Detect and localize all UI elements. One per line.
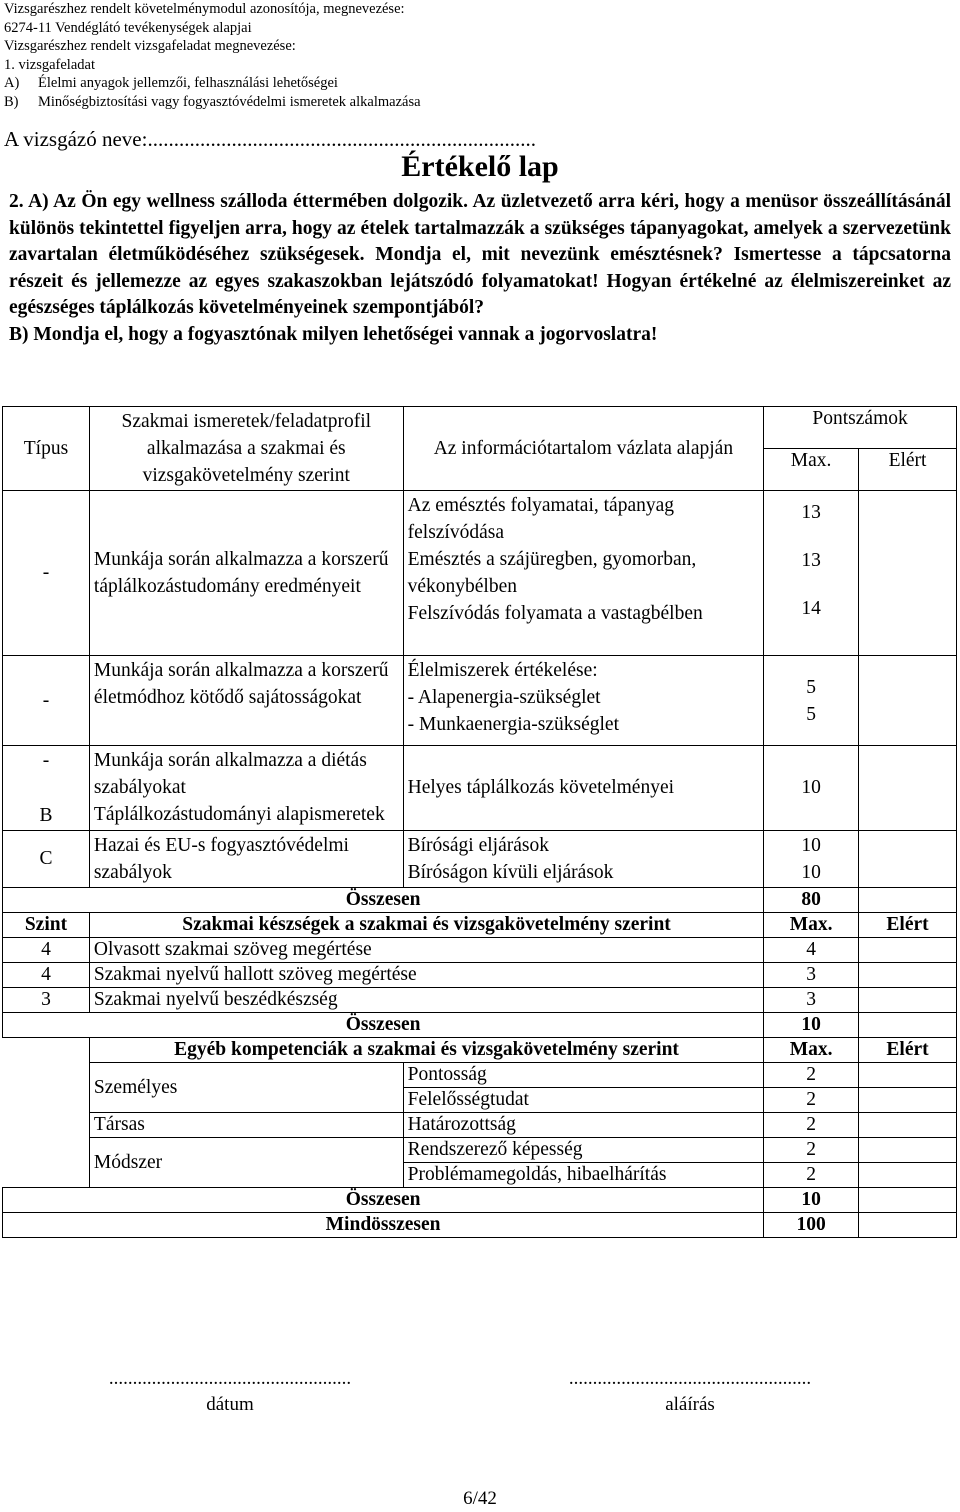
outline-item: - Munkaenergia-szükséglet bbox=[407, 714, 619, 735]
max-cell bbox=[764, 656, 859, 746]
max-value: 10 bbox=[801, 835, 821, 856]
max-cell: 3 bbox=[764, 963, 859, 988]
module-label: Vizsgarészhez rendelt követelménymodul azonosítója, megnevezése: bbox=[4, 1, 405, 17]
task-text: 2. A) Az Ön egy wellness szálloda éttermében dolgozik. Az üzletvezető arra kéri, hogy a menüsor összeállításánál különös tekintettel figyeljen arra, hogy az ételek tartalmazzák a szükséges tápanyagokat, amelyek a szervezetünk zavartalan életműködéséhez szükségesek. Mondja el, mit nevezünk emésztésnek? Ismertesse a tápcsatorna részeit és jellemezze az egyes szakaszokban lejátszódó folyamatokat! Hogyan értékelné az élelmiszereinket az egészséges táplálkozás követelményeinek szempontjából? bbox=[9, 191, 951, 319]
skill-name: Olvasott szakmai szöveg megértése bbox=[89, 938, 763, 963]
type-value: - bbox=[42, 750, 50, 771]
competence-name: Határozottság bbox=[403, 1113, 764, 1138]
skill-row bbox=[3, 988, 957, 1013]
profile-header: Szakmai ismeretek/feladatprofil alkalmazása a szakmai és vizsgakövetelmény szerint bbox=[89, 407, 403, 491]
total-row bbox=[3, 1013, 957, 1038]
total-row bbox=[3, 1188, 957, 1213]
total-label: Összesen bbox=[3, 1188, 764, 1213]
competence-group: Módszer bbox=[89, 1138, 403, 1188]
type-cell: - bbox=[3, 656, 90, 746]
level-cell: 4 bbox=[3, 963, 90, 988]
level-header: Szint bbox=[3, 913, 90, 938]
max-header: Max. bbox=[764, 449, 859, 491]
skills-header-row bbox=[3, 913, 957, 938]
outline-cell bbox=[403, 656, 764, 746]
profile-cell bbox=[89, 746, 403, 831]
outline-item: Élelmiszerek értékelése: bbox=[407, 660, 598, 681]
evaluation-table bbox=[2, 406, 957, 1238]
grand-total-value: 100 bbox=[764, 1213, 859, 1238]
level-cell: 3 bbox=[3, 988, 90, 1013]
competence-header-row bbox=[3, 1038, 957, 1063]
got-header: Elért bbox=[859, 1038, 957, 1063]
signature-label: aláírás bbox=[665, 1394, 715, 1415]
competence-group: Személyes bbox=[89, 1063, 403, 1113]
outline-item: Bíróságon kívüli eljárások bbox=[407, 862, 614, 883]
max-cell: 10 bbox=[764, 746, 859, 831]
outline-header: Az információtartalom vázlata alapján bbox=[403, 407, 764, 491]
outline-cell bbox=[403, 831, 764, 888]
max-cell: 2 bbox=[764, 1113, 859, 1138]
grand-total-row bbox=[3, 1213, 957, 1238]
skill-row bbox=[3, 938, 957, 963]
profile-cell: Munkája során alkalmazza a korszerű táplálkozástudomány eredményeit bbox=[89, 491, 403, 656]
competence-row bbox=[3, 1063, 957, 1088]
got-cell[interactable] bbox=[859, 1063, 957, 1088]
total-value: 80 bbox=[764, 888, 859, 913]
max-value: 5 bbox=[806, 676, 816, 698]
type-cell: - bbox=[3, 491, 90, 656]
got-cell[interactable] bbox=[859, 831, 957, 888]
competence-name: Problémamegoldás, hibaelhárítás bbox=[403, 1163, 764, 1188]
max-value: 14 bbox=[801, 598, 821, 619]
total-label: Összesen bbox=[3, 1013, 764, 1038]
item-a: A) Élelmi anyagok jellemzői, felhasználási lehetőségei bbox=[4, 75, 338, 91]
max-value: 13 bbox=[801, 550, 821, 571]
document-header bbox=[4, 0, 421, 111]
competence-name: Rendszerező képesség bbox=[403, 1138, 764, 1163]
got-cell[interactable] bbox=[859, 888, 957, 913]
got-cell[interactable] bbox=[859, 1213, 957, 1238]
competence-row bbox=[3, 1113, 957, 1138]
table-row bbox=[3, 831, 957, 888]
competence-name: Felelősségtudat bbox=[403, 1088, 764, 1113]
max-cell: 2 bbox=[764, 1138, 859, 1163]
outline-cell bbox=[403, 491, 764, 656]
max-header: Max. bbox=[764, 913, 859, 938]
table-row bbox=[3, 746, 957, 831]
task-label: Vizsgarészhez rendelt vizsgafeladat megnevezése: bbox=[4, 38, 296, 54]
level-cell: 4 bbox=[3, 938, 90, 963]
skill-name: Szakmai nyelvű hallott szöveg megértése bbox=[89, 963, 763, 988]
profile-cell: Hazai és EU-s fogyasztóvédelmi szabályok bbox=[89, 831, 403, 888]
page-title: Értékelő lap bbox=[401, 150, 559, 183]
profile-cell: Munkája során alkalmazza a korszerű életmódhoz kötődő sajátosságokat bbox=[89, 656, 403, 746]
max-cell: 2 bbox=[764, 1088, 859, 1113]
task-description bbox=[9, 189, 951, 349]
got-cell[interactable] bbox=[859, 988, 957, 1013]
profile-value: Munkája során alkalmazza a diétás szabályokat bbox=[93, 750, 367, 798]
task-name: 1. vizsgafeladat bbox=[4, 56, 95, 73]
competence-header: Egyéb kompetenciák a szakmai és vizsgakövetelmény szerint bbox=[89, 1038, 763, 1063]
total-value: 10 bbox=[764, 1013, 859, 1038]
outline-item: Emésztés a szájüregben, gyomorban, vékonybélben bbox=[407, 549, 697, 597]
max-cell: 3 bbox=[764, 988, 859, 1013]
got-cell[interactable] bbox=[859, 1188, 957, 1213]
type-value: B bbox=[39, 805, 53, 826]
total-row bbox=[3, 888, 957, 913]
table-row bbox=[3, 656, 957, 746]
date-dots: ................................................... bbox=[108, 1368, 352, 1389]
date-label: dátum bbox=[206, 1394, 254, 1415]
item-b: B) Minőségbiztosítási vagy fogyasztóvédelmi ismeretek alkalmazása bbox=[4, 93, 421, 110]
got-cell[interactable] bbox=[859, 938, 957, 963]
total-label: Összesen bbox=[3, 888, 764, 913]
skills-header: Szakmai készségek a szakmai és vizsgakövetelmény szerint bbox=[89, 913, 763, 938]
got-cell[interactable] bbox=[859, 656, 957, 746]
signature-field[interactable] bbox=[550, 1368, 830, 1416]
got-cell[interactable] bbox=[859, 491, 957, 656]
skill-row bbox=[3, 963, 957, 988]
got-cell[interactable] bbox=[859, 1113, 957, 1138]
got-cell[interactable] bbox=[859, 1013, 957, 1038]
max-header: Max. bbox=[764, 1038, 859, 1063]
outline-cell: Helyes táplálkozás követelményei bbox=[403, 746, 764, 831]
profile-value: Táplálkozástudományi alapismeretek bbox=[93, 804, 385, 825]
max-value: 13 bbox=[801, 502, 821, 523]
skill-name: Szakmai nyelvű beszédkészség bbox=[89, 988, 763, 1013]
page-number: 6/42 bbox=[463, 1488, 497, 1509]
outline-item: - Alapenergia-szükséglet bbox=[407, 687, 601, 708]
max-cell: 4 bbox=[764, 938, 859, 963]
candidate-name-field: A vizsgázó neve:.......................................................................... bbox=[4, 127, 536, 151]
competence-name: Pontosság bbox=[403, 1063, 764, 1088]
max-value: 10 bbox=[801, 862, 821, 883]
table-header-row bbox=[3, 407, 957, 449]
max-cell: 2 bbox=[764, 1163, 859, 1188]
date-field[interactable] bbox=[90, 1368, 370, 1416]
table-row bbox=[3, 491, 957, 656]
competence-group: Társas bbox=[89, 1113, 403, 1138]
outline-item: Az emésztés folyamatai, tápanyag felszívódása bbox=[407, 495, 675, 543]
max-value: 5 bbox=[806, 703, 816, 725]
module-name: 6274-11 Vendéglátó tevékenységek alapjai bbox=[4, 19, 252, 36]
points-header: Pontszámok bbox=[764, 407, 957, 449]
got-cell[interactable] bbox=[859, 746, 957, 831]
type-cell: C bbox=[3, 831, 90, 888]
got-cell[interactable] bbox=[859, 963, 957, 988]
signature-dots: ................................................... bbox=[568, 1368, 812, 1389]
outline-item: Bírósági eljárások bbox=[407, 835, 549, 856]
got-cell[interactable] bbox=[859, 1163, 957, 1188]
type-cell bbox=[3, 746, 90, 831]
got-cell[interactable] bbox=[859, 1088, 957, 1113]
max-cell bbox=[764, 491, 859, 656]
type-header: Típus bbox=[3, 407, 90, 491]
max-cell: 2 bbox=[764, 1063, 859, 1088]
task-text-b: B) Mondja el, hogy a fogyasztónak milyen lehetőségei vannak a jogorvoslatra! bbox=[9, 323, 658, 345]
total-value: 10 bbox=[764, 1188, 859, 1213]
max-cell bbox=[764, 831, 859, 888]
competence-row bbox=[3, 1138, 957, 1163]
got-header: Elért bbox=[859, 913, 957, 938]
got-header: Elért bbox=[859, 449, 957, 491]
grand-total-label: Mindösszesen bbox=[3, 1213, 764, 1238]
got-cell[interactable] bbox=[859, 1138, 957, 1163]
outline-item: Felszívódás folyamata a vastagbélben bbox=[407, 603, 703, 624]
